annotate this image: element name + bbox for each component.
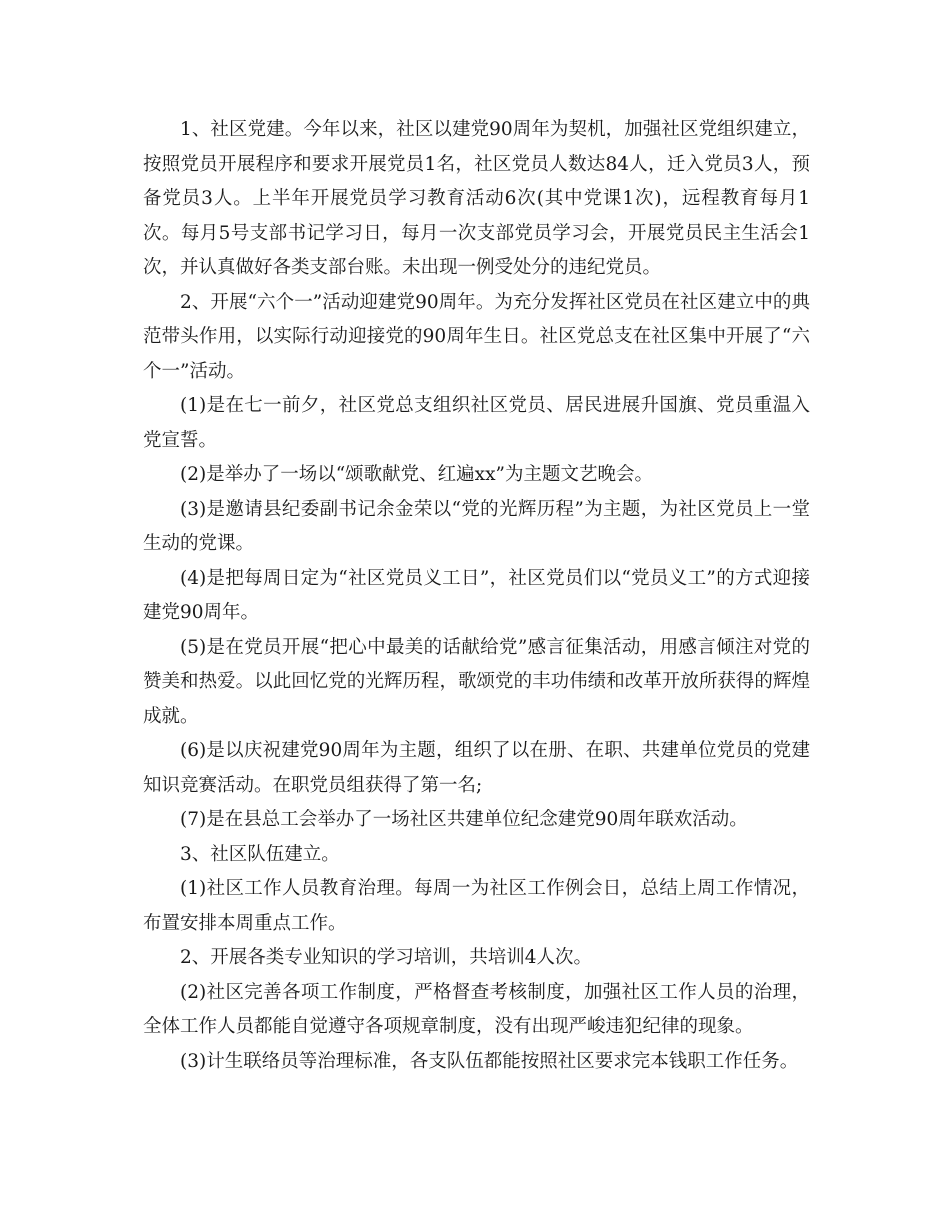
paragraph-activity-7: (7)是在县总工会举办了一场社区共建单位纪念建党90周年联欢活动。 xyxy=(180,809,748,830)
paragraph-activity-5: (5)是在党员开展“把心中最美的话献给党”感言征集活动，用感言倾注对党的赞美和热爱。以此回忆党的光辉历程，歌颂党的丰功伟绩和改革开放所获得的辉煌成就。 xyxy=(143,636,810,727)
paragraph-activity-6: (6)是以庆祝建党90周年为主题，组织了以在册、在职、共建单位党员的党建知识竞赛活动。在职党员组获得了第一名; xyxy=(143,740,810,796)
paragraph-activity-4: (4)是把每周日定为“社区党员义工日”，社区党员们以“党员义工”的方式迎接建党90周年。 xyxy=(143,567,810,623)
paragraph-team-1: (1)社区工作人员教育治理。每周一为社区工作例会日，总结上周工作情况，布置安排本周重点工作。 xyxy=(143,878,810,934)
paragraph-activity-2: (2)是举办了一场以“颂歌献党、红遍xx”为主题文艺晚会。 xyxy=(180,464,653,485)
paragraph-team-building: 3、社区队伍建立。 xyxy=(180,843,340,865)
paragraph-activity-1: (1)是在七一前夕，社区党总支组织社区党员、居民进展升国旗、党员重温入党宣誓。 xyxy=(143,395,810,451)
paragraph-training: 2、开展各类专业知识的学习培训，共培训4人次。 xyxy=(180,947,593,968)
paragraph-party-building: 1、社区党建。今年以来，社区以建党90周年为契机，加强社区党组织建立，按照党员开展程序和要求开展党员1名，社区党员人数达84人，迁入党员3人，预备党员3人。上半年开展党员学习教育活动6次(其中党课1次)，远程教育每月1次。每月5号支部书记学习日，每月一次支部党员学习会，开展党员民主生活会1次，并认真做好各类支部台账。未出现一例受处分的违纪党员。 xyxy=(143,119,810,278)
paragraph-team-2: (2)社区完善各项工作制度，严格督查考核制度，加强社区工作人员的治理，全体工作人员都能自觉遵守各项规章制度，没有出现严峻违犯纪律的现象。 xyxy=(143,981,810,1037)
paragraph-team-3: (3)计生联络员等治理标准，各支队伍都能按照社区要求完本钱职工作任务。 xyxy=(180,1050,799,1072)
paragraph-activity-3: (3)是邀请县纪委副书记余金荣以“党的光辉历程”为主题，为社区党员上一堂生动的党课。 xyxy=(143,498,810,554)
paragraph-six-one-activity: 2、开展“六个一”活动迎建党90周年。为充分发挥社区党员在社区建立中的典范带头作用，以实际行动迎接党的90周年生日。社区党总支在社区集中开展了“六个一”活动。 xyxy=(143,291,810,382)
